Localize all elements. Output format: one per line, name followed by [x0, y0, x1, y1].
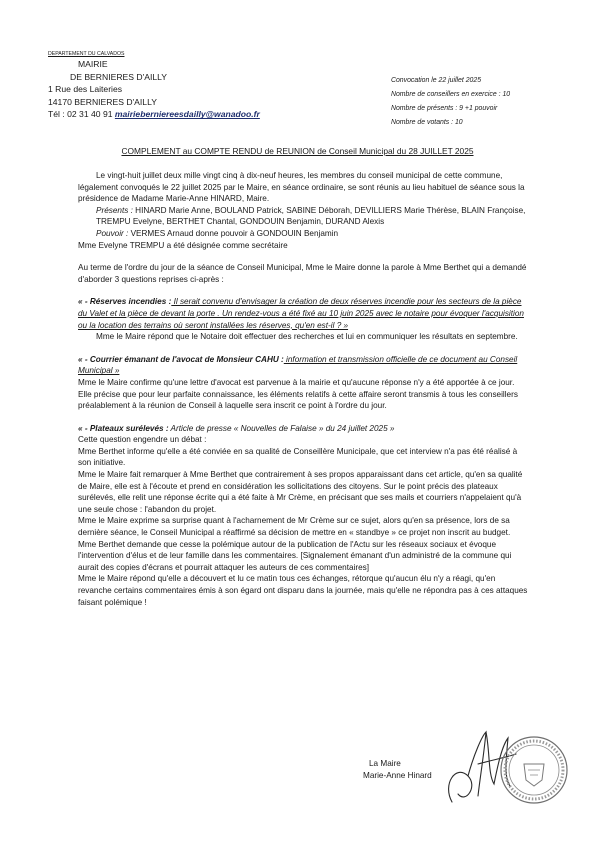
question-3-text: Article de presse « Nouvelles de Falaise » du 24 juillet 2025 » — [168, 423, 395, 433]
debate-line: Cette question engendre un débat : — [78, 435, 207, 445]
signature-block — [363, 758, 432, 782]
secretary-line: Mme Evelyne TREMPU a été désignée comme secrétaire — [78, 240, 288, 250]
answer-1: Mme le Maire répond que le Notaire doit effectuer des recherches et lui en communiquer les résultats en septembre. — [96, 332, 518, 342]
letterhead — [48, 50, 260, 121]
email-link[interactable]: mairieberniereesdailly@wanadoo.fr — [114, 109, 260, 120]
document-title: COMPLEMENT au COMPTE RENDU de REUNION de Conseil Municipal du 28 JUILLET 2025 — [121, 146, 474, 156]
agenda-paragraph: Au terme de l'ordre du jour de la séance de Conseil Municipal, Mme le Maire donne la parole à Mme Berthet qui a demandé d'aborder 3 questions reprises ci-après : — [78, 263, 527, 284]
official-seal-stamp — [498, 734, 570, 806]
presents-label: Présents : — [96, 205, 133, 215]
signature-name: Marie-Anne Hinard — [363, 771, 432, 780]
question-2 — [78, 354, 528, 377]
phone-number: Tél : 02 31 40 91 — [48, 109, 113, 120]
document-body — [78, 170, 528, 608]
present-count: Nombre de présents : 9 +1 pouvoir — [391, 105, 498, 112]
question-1-text: Il serait convenu d'envisager la création de deux réserves incendie pour les secteurs de la pièce du Valet et la pièce de devant la porte . Un rendez-vous a été fixé au 10 juin 2025 avec le notaire pour évoquer l'acquisition ou la location des terrains où seront installées les réserves, qu'en est-il ? » — [78, 297, 524, 330]
signature-role: La Maire — [369, 759, 401, 768]
question-3 — [78, 423, 528, 435]
department-label: DEPARTEMENT DU CALVADOS — [48, 51, 125, 57]
maire-response: Mme le Maire répond qu'elle a découvert et lu ce matin tous ces échanges, rétorque qu'aucun élu n'y a réagi, qu'en revanche certains commentaires émis à son égard ont disparu dans la journée, mais qu'elle ne répondra pas à ces attaques faisant polémique ! — [78, 574, 528, 607]
mairie-label: MAIRIE — [78, 59, 108, 69]
question-1-heading: « - Réserves incendies : — [78, 297, 172, 307]
berthet-request: Mme Berthet demande que cesse la polémique autour de la publication de l'Actu sur les réseaux sociaux et évoque l'intervention d'élus et de leur famille dans les commentaires. [Signalement émanant d'un administré de la commune qui aurait des copies d'écrans et pourrait attaquer les auteurs de ces commentaires] — [78, 539, 512, 572]
voters-count: Nombre de votants : 10 — [391, 119, 463, 126]
presents-text: HINARD Marie Anne, BOULAND Patrick, SABINE Déborah, DEVILLIERS Marie Thérèse, BLAIN Françoise, TREMPU Evelyne, BERTHET Chantal, GONDOUIN Benjamin, DURAND Alexis — [96, 205, 526, 227]
pouvoir-line — [78, 228, 528, 240]
address-city: 14170 BERNIERES D'AILLY — [48, 96, 157, 107]
commune-name: DE BERNIERES D'AILLY — [70, 71, 167, 82]
presents-line — [78, 205, 528, 228]
councillors-count: Nombre de conseillers en exercice : 10 — [391, 91, 511, 98]
contact-line — [48, 108, 260, 121]
convocation-date: Convocation le 22 juillet 2025 — [391, 77, 482, 84]
berthet-statement: Mme Berthet informe qu'elle a été conviée en sa qualité de Conseillère Municipale, que cet interview n'a pas été réalisé à son initiative. — [78, 446, 518, 468]
maire-surprise: Mme le Maire exprime sa surprise quant à l'acharnement de Mr Crème sur ce sujet, alors qu'en sa présence, lors de sa dernière séance, le Conseil Municipal a réaffirmé sa décision de mettre en « standbye » ce projet non inscrit au budget. — [78, 516, 511, 538]
meeting-meta — [391, 74, 510, 130]
question-2-text: information et transmission officielle de ce document au Conseil Municipal » — [78, 354, 518, 376]
answer-2: Mme le Maire confirme qu'une lettre d'avocat est parvenue à la mairie et qu'aucune réponse n'y a été apportée à ce jour. Elle précise que pour leur parfaite connaissance, les éléments relatifs à cette affaire seront transmis à tous les conseillers préalablement à la réunion de Conseil à laquelle sera inscrit ce point à l'ordre du jour. — [78, 377, 518, 411]
question-3-heading: « - Plateaux surélevés : — [78, 423, 169, 433]
pouvoir-text: VERMES Arnaud donne pouvoir à GONDOUIN Benjamin — [128, 228, 339, 238]
pouvoir-label: Pouvoir : — [96, 228, 129, 238]
question-2-heading: « - Courrier émanant de l'avocat de Monsieur CAHU : — [78, 354, 284, 364]
question-1 — [78, 296, 528, 331]
address-street: 1 Rue des Laiteries — [48, 84, 123, 95]
maire-remark: Mme le Maire fait remarquer à Mme Berthet que contrairement à ses propos apparaissant dans cet article, qu'en sa qualité de Maire, elle est à l'écoute et prend en considération les sollicitations des citoyens. Sur le point précis des plateaux surélevés, elle relit une réponse écrite qui a été faite à Mr Crème, en précisant que ses mails et courriers n'appelaient qu'à une seule chose : l'abandon du projet. — [78, 470, 523, 514]
intro-paragraph: Le vingt-huit juillet deux mille vingt cinq à dix-neuf heures, les membres du conseil municipal de cette commune, légalement convoqués le 22 juillet 2025 par le Maire, en séance ordinaire, se sont réunis au lieu habituel de séance sous la présidence de Madame Marie-Anne HINARD, Maire. — [78, 171, 525, 204]
